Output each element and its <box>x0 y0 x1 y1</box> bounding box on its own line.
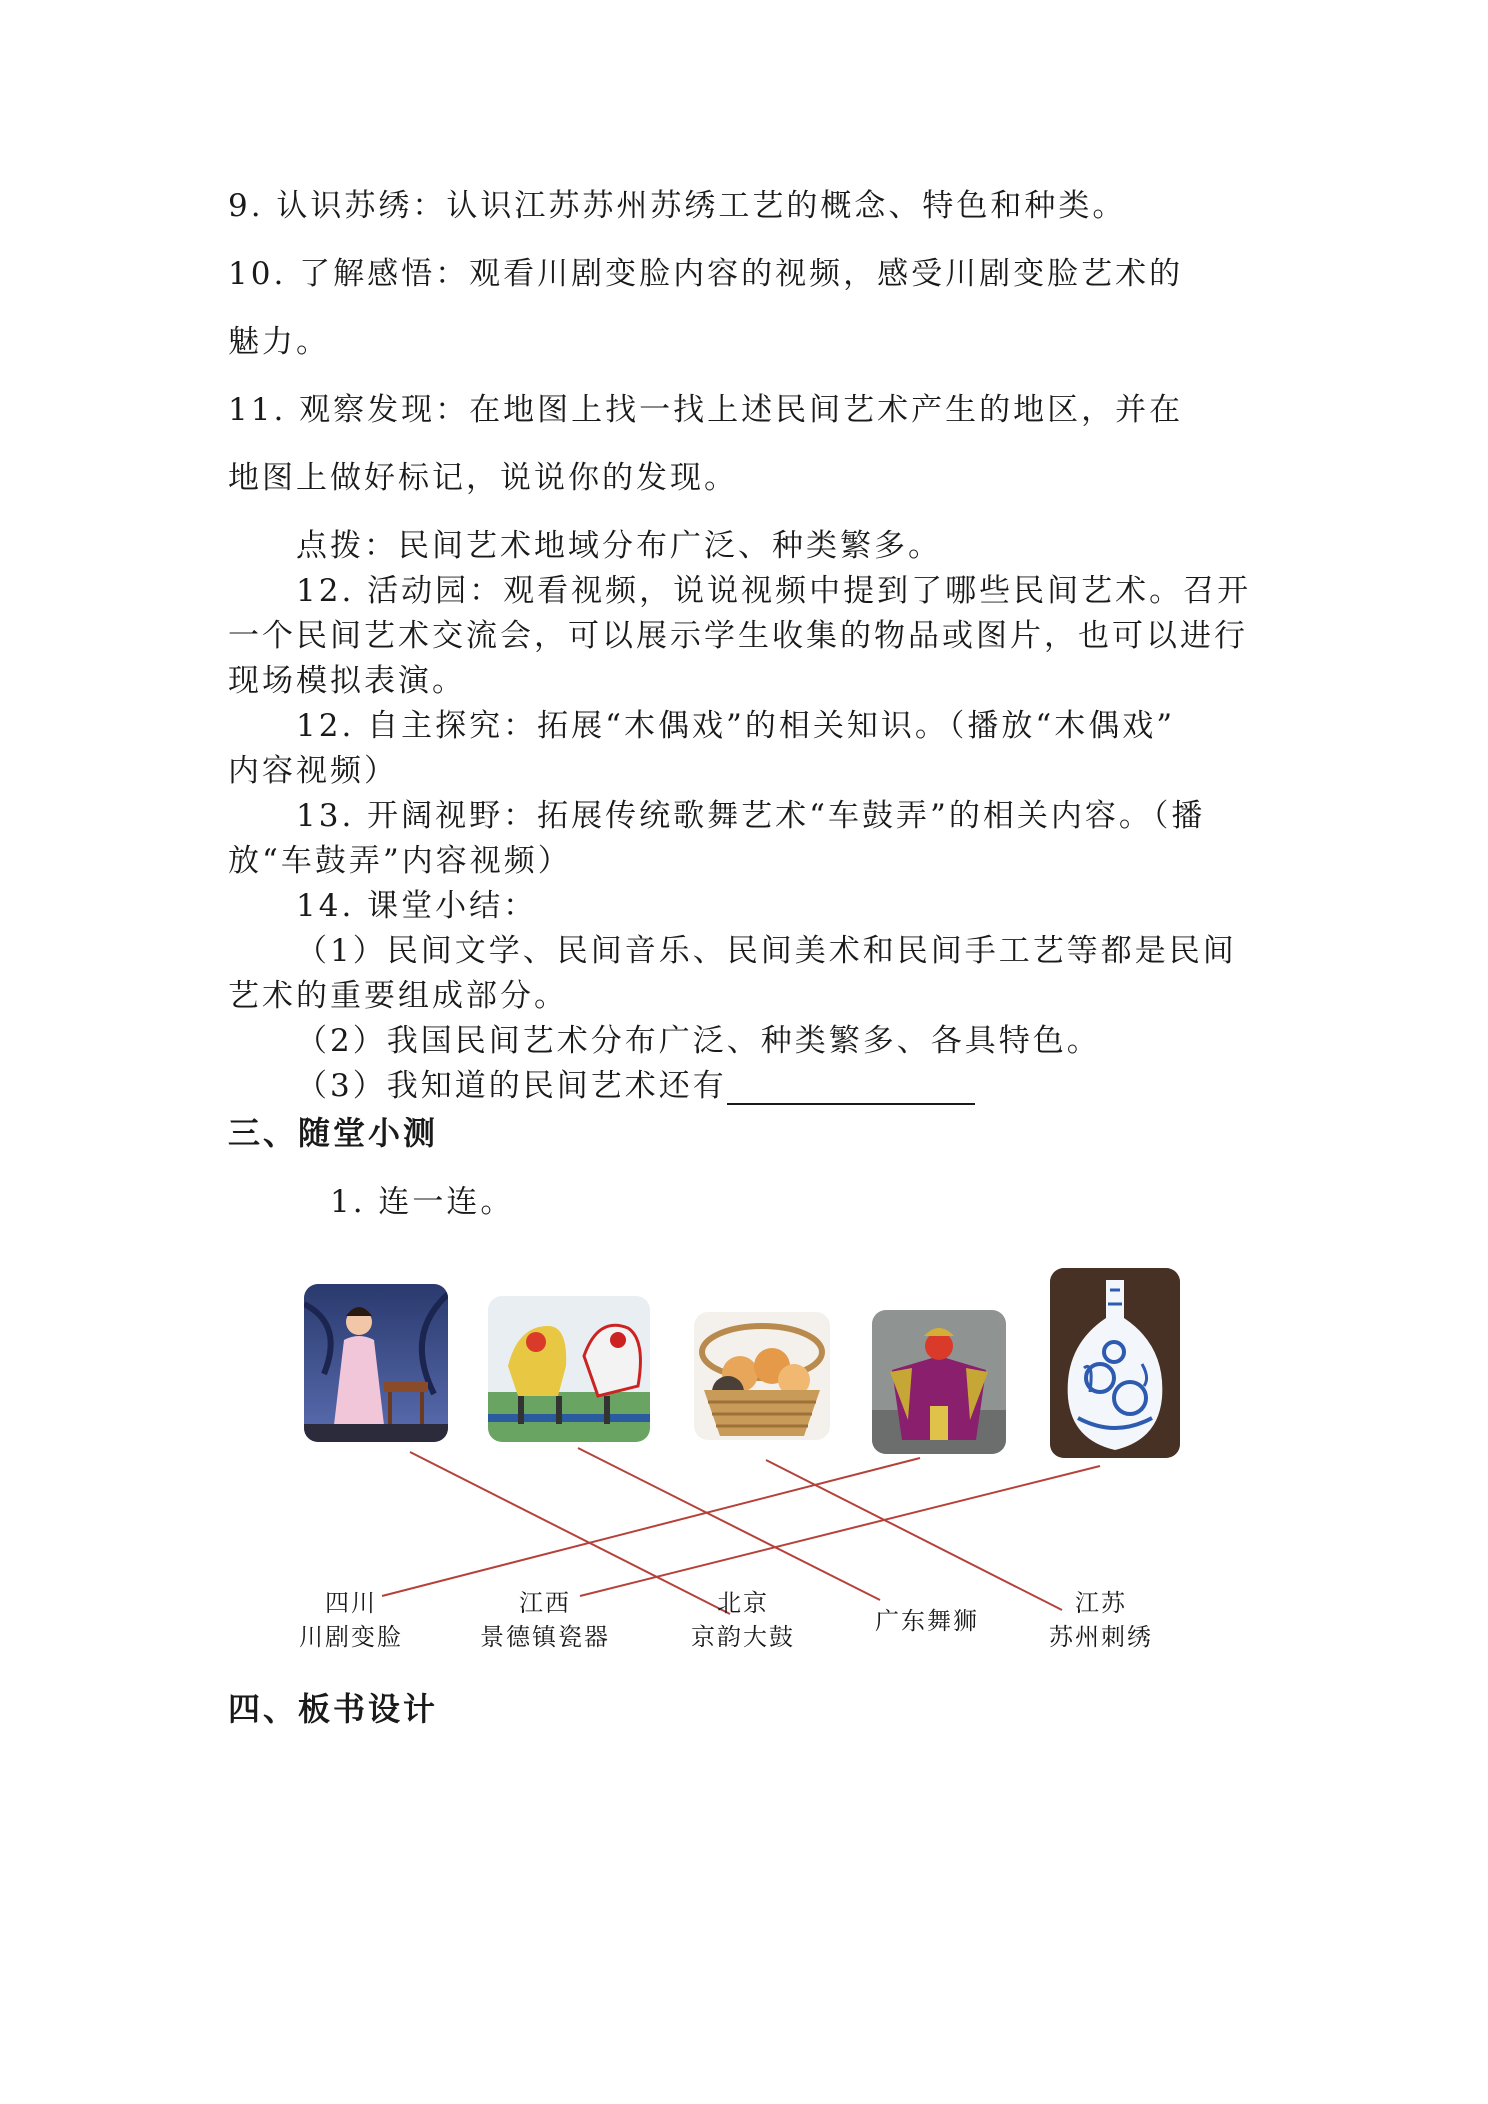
label-sichuan <box>276 1586 426 1654</box>
label-beijing-region: 北京 <box>717 1589 769 1617</box>
label-sichuan-region: 四川 <box>325 1589 377 1617</box>
paragraph-12-line3: 现场模拟表演。 <box>228 663 466 699</box>
label-jiangsu <box>1026 1586 1176 1654</box>
paragraph-12-line2: 一个民间艺术交流会，可以展示学生收集的物品或图片，也可以进行 <box>228 618 1248 654</box>
paragraph-13-line1: 13. 开阔视野：拓展传统歌舞艺术“车鼓弄”的相关内容。（播 <box>296 798 1206 834</box>
label-jiangxi <box>470 1586 620 1654</box>
summary-1-line1: （1）民间文学、民间音乐、民间美术和民间手工艺等都是民间 <box>296 933 1237 969</box>
label-beijing-art: 京韵大鼓 <box>691 1623 795 1651</box>
paragraph-12-line1: 12. 活动园：观看视频，说说视频中提到了哪些民间艺术。召开 <box>296 573 1252 609</box>
label-jiangsu-region: 江苏 <box>1075 1589 1127 1617</box>
paragraph-9: 9. 认识苏绣：认识江苏苏州苏绣工艺的概念、特色和种类。 <box>228 188 1127 224</box>
tip-paragraph: 点拨：民间艺术地域分布广泛、种类繁多。 <box>296 528 942 564</box>
paragraph-10-line1: 10. 了解感悟：观看川剧变脸内容的视频，感受川剧变脸艺术的 <box>228 256 1184 292</box>
label-jiangsu-art: 苏州刺绣 <box>1049 1623 1153 1651</box>
label-jiangxi-region: 江西 <box>519 1589 571 1617</box>
label-guangdong <box>852 1604 1002 1638</box>
match-line-lion-guangdong <box>578 1448 880 1600</box>
label-beijing <box>668 1586 818 1654</box>
label-guangdong-art: 广东舞狮 <box>875 1607 979 1635</box>
summary-3-text: （3）我知道的民间艺术还有 <box>296 1068 727 1104</box>
section-quiz-heading: 三、随堂小测 <box>228 1114 439 1152</box>
paragraph-14: 14. 课堂小结： <box>296 888 538 924</box>
paragraph-12b-line2: 内容视频） <box>228 753 398 789</box>
paragraph-11-line2: 地图上做好标记，说说你的发现。 <box>228 460 738 496</box>
label-sichuan-art: 川剧变脸 <box>299 1623 403 1651</box>
paragraph-12b-line1: 12. 自主探究：拓展“木偶戏”的相关知识。（播放“木偶戏” <box>296 708 1176 744</box>
match-line-vase-jiangxi <box>580 1466 1100 1596</box>
paragraph-13-line2: 放“车鼓弄”内容视频） <box>228 843 572 879</box>
summary-2: （2）我国民间艺术分布广泛、种类繁多、各具特色。 <box>296 1023 1101 1059</box>
section-board-heading: 四、板书设计 <box>228 1690 439 1728</box>
quiz-question-1: 1. 连一连。 <box>330 1184 515 1220</box>
paragraph-10-line2: 魅力。 <box>228 324 330 360</box>
paragraph-11-line1: 11. 观察发现：在地图上找一找上述民间艺术产生的地区，并在 <box>228 392 1184 428</box>
summary-1-line2: 艺术的重要组成部分。 <box>228 978 568 1014</box>
label-jiangxi-art: 景德镇瓷器 <box>480 1623 610 1651</box>
